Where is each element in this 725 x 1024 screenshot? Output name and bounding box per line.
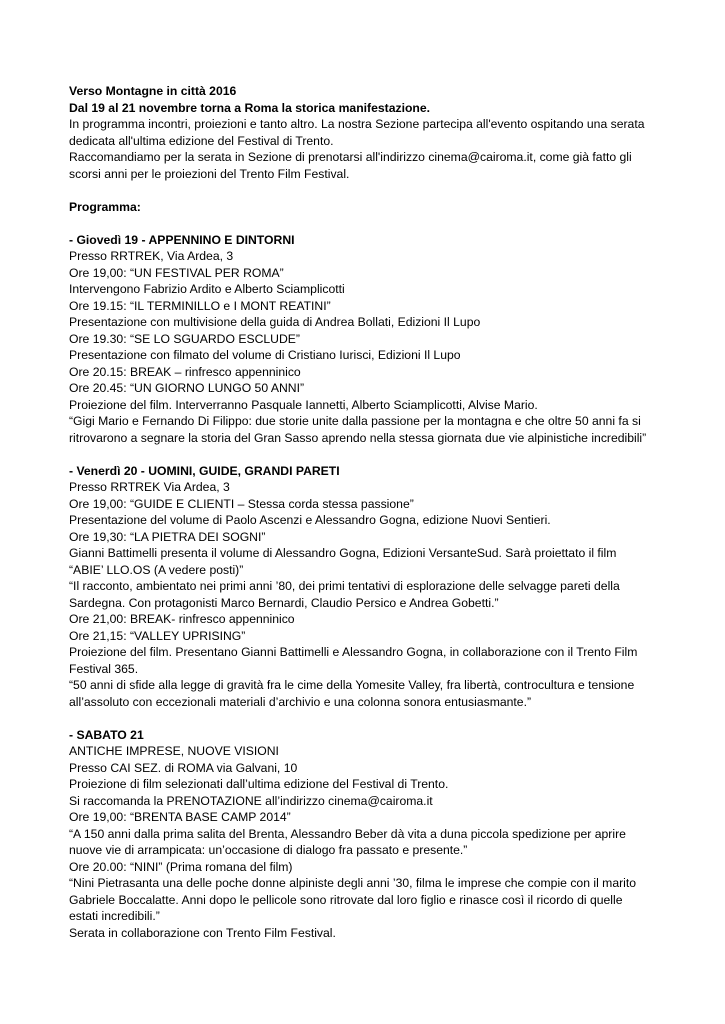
day-heading: - SABATO 21 [69,727,144,742]
program-line: Ore 19,00: “GUIDE E CLIENTI – Stessa corda stessa passione” [69,496,414,511]
program-line: Gianni Battimelli presenta il volume di Alessandro Gogna, Edizioni VersanteSud. Sarà proiettato il film [69,546,617,560]
program-line: Sardegna. Con protagonisti Marco Bernardi, Claudio Persico e Andrea Gobetti.” [69,595,499,610]
program-line: Presentazione con multivisione della guida di Andrea Bollati, Edizioni Il Lupo [69,315,481,329]
program-line: nuove vie di arrampicata: un’occasione di dialogo fra passato e presente.” [69,843,468,857]
program-line: ritrovarono a segnare la storia del Gran Sasso aprendo nella stessa giornata due vie alpinistiche incredibili” [69,430,647,445]
day-section-friday [69,463,669,711]
program-line: Serata in collaborazione con Trento Film Festival. [69,925,336,940]
program-line: Presso CAI SEZ. di ROMA via Galvani, 10 [69,760,298,775]
program-line: Ore 21,00: BREAK- rinfresco appenninico [69,612,295,626]
program-line: Proiezione del film. Interverranno Pasquale Iannetti, Alberto Sciamplicotti, Alvise Mario. [69,397,538,412]
program-line: ANTICHE IMPRESE, NUOVE VISIONI [69,744,279,758]
program-line: “Nini Pietrasanta una delle poche donne alpiniste degli anni ’30, filma le imprese che compie con il marito [69,876,637,890]
day-heading: - Giovedì 19 - APPENNINO E DINTORNI [69,232,295,247]
program-line: Ore 19,00: “BRENTA BASE CAMP 2014” [69,810,291,824]
intro-line: dedicata all'ultima edizione del Festival di Trento. [69,133,334,148]
program-line: Presentazione del volume di Paolo Ascenzi e Alessandro Gogna, edizione Nuovi Sentieri. [69,513,551,527]
program-line: estati incredibili.” [69,909,160,923]
program-line: Si raccomanda la PRENOTAZIONE all’indirizzo cinema@cairoma.it [69,793,433,808]
program-line: “Gigi Mario e Fernando Di Filippo: due storie unite dalla passione per la montagna e che oltre 50 anni fa si [69,414,641,428]
program-line: “A 150 anni dalla prima salita del Brenta, Alessandro Beber dà vita a duna piccola spedizione per aprire [69,826,626,841]
program-line: Proiezione del film. Presentano Gianni Battimelli e Alessandro Gogna, in collaborazione con il Trento Film [69,645,638,659]
program-line: Ore 19.30: “SE LO SGUARDO ESCLUDE” [69,331,300,346]
program-line: all’assoluto con eccezionali materiali d’archivio e una colonna sonora entusiasmante.” [69,694,532,709]
intro-line: Raccomandiamo per la serata in Sezione di prenotarsi all'indirizzo cinema@cairoma.it, come già fatto gli [69,150,632,164]
intro-line: In programma incontri, proiezioni e tanto altro. La nostra Sezione partecipa all'evento ospitando una serata [69,117,645,131]
program-line: Gabriele Boccalatte. Anni dopo le pellicole sono ritrovate dal loro figlio e rinasce così il ricordo di quelle [69,892,623,907]
document-page [69,83,669,941]
program-line: Ore 19,30: “LA PIETRA DEI SOGNI” [69,529,266,544]
program-line: “50 anni di sfide alla legge di gravità fra le cime della Yomesite Valley, fra libertà, controcultura e tensione [69,678,635,692]
program-line: Ore 20.45: “UN GIORNO LUNGO 50 ANNI” [69,381,305,395]
document-title: Verso Montagne in città 2016 [69,84,237,98]
document-subtitle: Dal 19 al 21 novembre torna a Roma la storica manifestazione. [69,100,431,115]
program-line: Presso RRTREK, Via Ardea, 3 [69,249,234,263]
program-line: Presso RRTREK Via Ardea, 3 [69,480,230,494]
day-section-thursday [69,232,669,447]
program-line: Presentazione con filmato del volume di Cristiano Iurisci, Edizioni Il Lupo [69,348,461,362]
programma-label: Programma: [69,199,141,214]
program-line: Festival 365. [69,661,139,676]
day-section-saturday [69,727,669,942]
program-line: Ore 20.00: “NINI” (Prima romana del film) [69,859,293,874]
program-line: “Il racconto, ambientato nei primi anni ’80, dei primi tentativi di esplorazione delle selvagge pareti della [69,579,620,593]
program-line: Proiezione di film selezionati dall’ultima edizione del Festival di Trento. [69,777,449,791]
day-heading: - Venerdì 20 - UOMINI, GUIDE, GRANDI PARETI [69,463,340,478]
program-line: “ABIE’ LLO.OS (A vedere posti)” [69,562,244,577]
program-line: Ore 19.15: “IL TERMINILLO e I MONT REATINI” [69,298,331,313]
program-line: Ore 20.15: BREAK – rinfresco appenninico [69,364,301,379]
program-line: Ore 21,15: “VALLEY UPRISING” [69,628,246,643]
intro-line: scorsi anni per le proiezioni del Trento Film Festival. [69,166,350,181]
program-line: Intervengono Fabrizio Ardito e Alberto Sciamplicotti [69,282,345,296]
program-line: Ore 19,00: “UN FESTIVAL PER ROMA” [69,265,284,280]
